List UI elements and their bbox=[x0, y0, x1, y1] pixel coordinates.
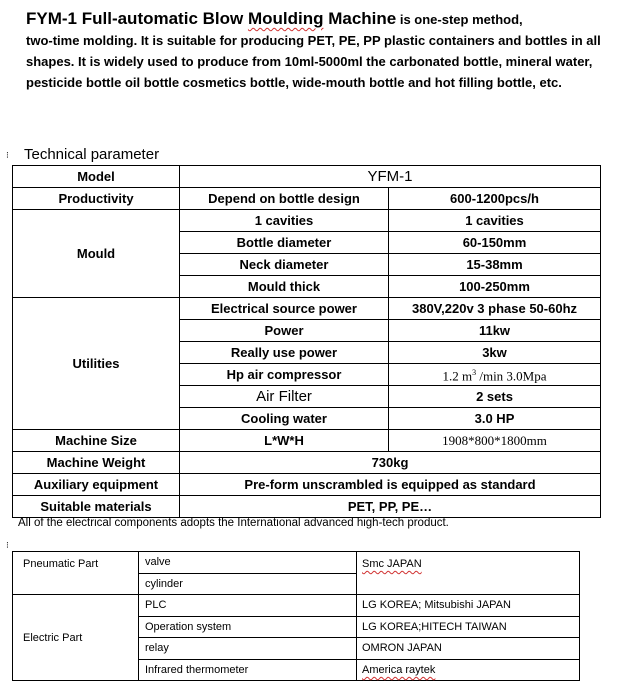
param-cell: Electrical source power bbox=[180, 298, 389, 320]
value-cell: PET, PP, PE… bbox=[180, 496, 601, 518]
value-cell: LG KOREA;HITECH TAIWAN bbox=[357, 616, 580, 638]
product-title: FYM-1 Full-automatic Blow Moulding Machine bbox=[26, 9, 397, 28]
param-cell: Power bbox=[180, 320, 389, 342]
table-row bbox=[13, 298, 601, 320]
value-cell: Pre-form unscrambled is equipped as standard bbox=[180, 474, 601, 496]
row-label: Machine Weight bbox=[13, 452, 180, 474]
components-note: All of the electrical components adopts the International advanced high-tech product. bbox=[18, 517, 449, 529]
value-cell: 1908*800*1800mm bbox=[389, 430, 601, 452]
item-cell: valve bbox=[139, 552, 357, 574]
param-cell: Neck diameter bbox=[180, 254, 389, 276]
item-cell: Infrared thermometer bbox=[139, 659, 357, 681]
value-cell: 1.2 $m^3$ /min 3.0Mpa bbox=[389, 364, 601, 386]
table-row bbox=[13, 188, 601, 210]
row-label: Auxiliary equipment bbox=[13, 474, 180, 496]
value-cell: 2 sets bbox=[389, 386, 601, 408]
intro-paragraph bbox=[26, 8, 626, 93]
value-cell: 730kg bbox=[180, 452, 601, 474]
param-cell: Air Filter bbox=[180, 386, 389, 408]
table-row bbox=[13, 595, 580, 617]
param-cell: L*W*H bbox=[180, 430, 389, 452]
intro-body: two-time molding. It is suitable for producing PET, PE, PP plastic containers and bottles in all shapes. It is widely used to produce from 10ml-5000ml the carbonated bottle, mineral water, pesticide bottle oil bottle cosmetics bottle, wide-mouth bottle and hot filling bottle, etc. bbox=[26, 33, 601, 90]
item-cell: PLC bbox=[139, 595, 357, 617]
table-row bbox=[13, 210, 601, 232]
parts-table bbox=[12, 551, 580, 681]
param-cell: Really use power bbox=[180, 342, 389, 364]
value-cell: 11kw bbox=[389, 320, 601, 342]
table-row bbox=[13, 474, 601, 496]
table-row bbox=[13, 166, 601, 188]
anchor-marker: ⁝ bbox=[6, 540, 9, 550]
anchor-marker: ⁝ bbox=[6, 150, 9, 160]
row-label: Suitable materials bbox=[13, 496, 180, 518]
row-label: Machine Size bbox=[13, 430, 180, 452]
value-cell: 15-38mm bbox=[389, 254, 601, 276]
param-cell: Depend on bottle design bbox=[180, 188, 389, 210]
param-cell: Cooling water bbox=[180, 408, 389, 430]
item-cell: relay bbox=[139, 638, 357, 660]
value-cell: 3kw bbox=[389, 342, 601, 364]
value-cell: 3.0 HP bbox=[389, 408, 601, 430]
value-cell: 380V,220v 3 phase 50-60hz bbox=[389, 298, 601, 320]
electric-part-label: Electric Part bbox=[13, 595, 139, 681]
value-cell: 100-250mm bbox=[389, 276, 601, 298]
item-cell: cylinder bbox=[139, 573, 357, 595]
param-cell: 1 cavities bbox=[180, 210, 389, 232]
technical-parameter-table bbox=[12, 165, 601, 518]
value-cell: OMRON JAPAN bbox=[357, 638, 580, 660]
value-cell: America raytek bbox=[357, 659, 580, 681]
value-cell: LG KOREA; Mitsubishi JAPAN bbox=[357, 595, 580, 617]
value-cell: 60-150mm bbox=[389, 232, 601, 254]
value-cell: 600-1200pcs/h bbox=[389, 188, 601, 210]
model-value: YFM-1 bbox=[180, 166, 601, 188]
row-label: Productivity bbox=[13, 188, 180, 210]
value-cell: 1 cavities bbox=[389, 210, 601, 232]
param-cell: Hp air compressor bbox=[180, 364, 389, 386]
intro-lead: is one-step method, bbox=[396, 12, 523, 27]
pneumatic-part-label: Pneumatic Part bbox=[13, 552, 139, 595]
moulding-word: Moulding bbox=[247, 9, 324, 28]
table-row bbox=[13, 552, 580, 574]
table-row bbox=[13, 452, 601, 474]
table-row bbox=[13, 430, 601, 452]
mould-label: Mould bbox=[13, 210, 180, 298]
utilities-label: Utilities bbox=[13, 298, 180, 430]
param-cell: Bottle diameter bbox=[180, 232, 389, 254]
section-title: Technical parameter bbox=[24, 146, 160, 163]
model-label: Model bbox=[13, 166, 180, 188]
table-row bbox=[13, 496, 601, 518]
item-cell: Operation system bbox=[139, 616, 357, 638]
value-cell: Smc JAPAN bbox=[357, 552, 580, 595]
param-cell: Mould thick bbox=[180, 276, 389, 298]
